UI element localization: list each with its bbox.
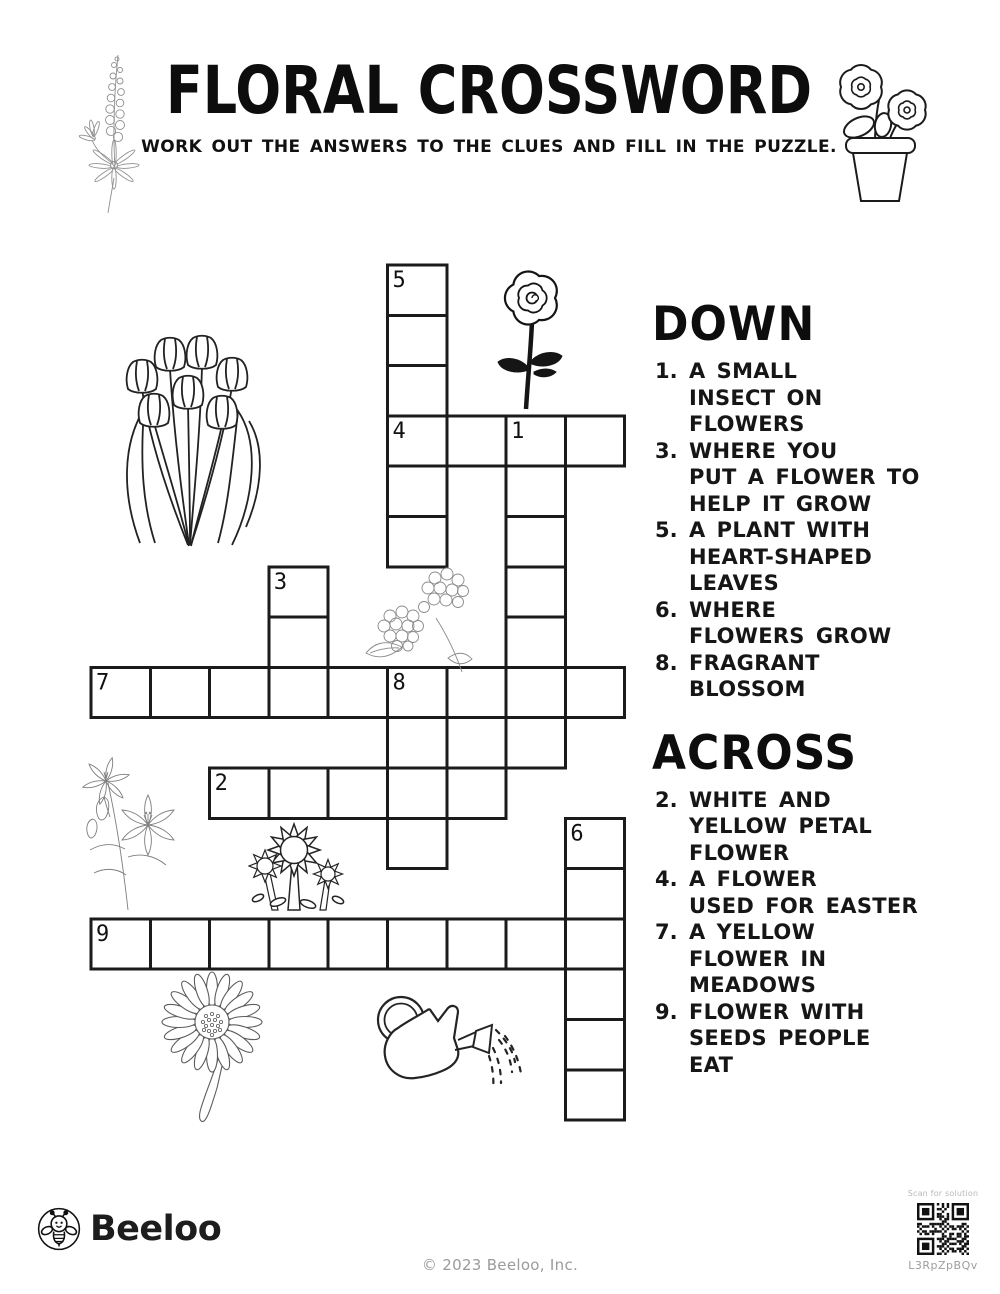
crossword-cell[interactable]: [565, 969, 624, 1019]
crossword-cell[interactable]: [388, 818, 447, 868]
crossword-cell[interactable]: [328, 768, 387, 818]
across-clue-list: [652, 787, 997, 1079]
clue-across-4: 4. A FLOWER USED FOR EASTER: [655, 867, 919, 918]
lily-illustration: [70, 755, 190, 915]
qr-code[interactable]: [917, 1203, 969, 1255]
page-subtitle: WORK OUT THE ANSWERS TO THE CLUES AND FILL IN THE PUZZLE.: [141, 137, 837, 157]
clue-number: 4.: [655, 867, 678, 891]
clue-number-label: 2: [214, 771, 228, 796]
qr-code-text: L3RpZpBQv: [908, 1259, 978, 1272]
crossword-cell[interactable]: [506, 517, 565, 567]
clue-down-5: 5. A PLANT WITH HEART-SHAPED LEAVES: [655, 518, 873, 595]
crossword-cell[interactable]: [565, 416, 624, 466]
crossword-cell[interactable]: [269, 667, 328, 717]
page-title: FLORAL CROSSWORD: [165, 52, 813, 129]
hydrangea-illustration: [360, 558, 500, 678]
crossword-cell[interactable]: [388, 919, 447, 969]
crossword-cell[interactable]: [506, 718, 565, 768]
crossword-cell[interactable]: [565, 869, 624, 919]
clue-number-label: 8: [392, 670, 406, 696]
clue-number: 3.: [655, 438, 678, 463]
clue-number: 1.: [655, 359, 678, 383]
clue-number: 5.: [655, 518, 678, 542]
clue-number: 2.: [655, 787, 678, 812]
clue-down-6: 6. WHERE FLOWERS GROW: [655, 597, 892, 648]
clue-number: 7.: [655, 920, 678, 944]
crossword-cell[interactable]: [269, 768, 328, 818]
crossword-cell[interactable]: [447, 416, 506, 466]
clue-across-9: 9. FLOWER WITH SEEDS PEOPLE EAT: [655, 999, 871, 1077]
clue-number: 9.: [655, 999, 678, 1024]
down-clue-list: [652, 358, 997, 703]
bee-logo-icon: [36, 1206, 82, 1252]
clue-across-2: 2. WHITE AND YELLOW PETAL FLOWER: [655, 787, 873, 865]
crossword-cell[interactable]: [506, 617, 565, 667]
daisy-illustration: [150, 970, 270, 1130]
crossword-cell[interactable]: [210, 667, 269, 717]
clue-number-label: 6: [570, 821, 584, 847]
crossword-cell[interactable]: [150, 667, 209, 717]
watering-can-illustration: [372, 988, 527, 1103]
crossword-cell[interactable]: [565, 1070, 624, 1120]
crossword-cell[interactable]: [565, 667, 624, 717]
crossword-cell[interactable]: [150, 919, 209, 969]
brand-wordmark: Beeloo: [90, 1209, 222, 1249]
crossword-cell[interactable]: [388, 466, 447, 516]
across-heading: ACROSS: [652, 725, 858, 781]
sunflowers-illustration: [248, 818, 350, 913]
crossword-cell[interactable]: [269, 919, 328, 969]
qr-block: [903, 1189, 983, 1272]
copyright-text: © 2023 Beeloo, Inc.: [421, 1256, 579, 1274]
clue-number-label: 4: [392, 418, 406, 444]
clue-number-label: 5: [392, 268, 406, 293]
crossword-cell[interactable]: [506, 919, 565, 969]
clue-number-label: 9: [96, 921, 110, 947]
clue-number-label: 1: [511, 418, 525, 444]
crossword-cell[interactable]: [388, 718, 447, 768]
crossword-cell[interactable]: [388, 768, 447, 818]
clue-number: 6.: [655, 597, 678, 622]
clue-number: 8.: [655, 650, 678, 675]
clue-number-label: 3: [273, 569, 288, 595]
down-heading: DOWN: [652, 296, 816, 352]
crossword-cell[interactable]: [506, 667, 565, 717]
clues-panel: [652, 296, 997, 1078]
clue-number-label: 7: [96, 670, 110, 696]
clue-down-8: 8. FRAGRANT BLOSSOM: [655, 650, 820, 701]
crossword-cell[interactable]: [388, 366, 447, 416]
tulip-bouquet-illustration: [110, 325, 270, 560]
crossword-cell[interactable]: [565, 919, 624, 969]
crossword-cell[interactable]: [447, 768, 506, 818]
crossword-cell[interactable]: [506, 567, 565, 617]
rose-illustration: [486, 262, 581, 412]
crossword-cell[interactable]: [506, 466, 565, 516]
crossword-cell[interactable]: [328, 919, 387, 969]
crossword-cell[interactable]: [447, 919, 506, 969]
clue-down-3: 3. WHERE YOU PUT A FLOWER TO HELP IT GROW: [655, 438, 920, 516]
qr-caption: Scan for solution: [907, 1189, 979, 1198]
crossword-cell[interactable]: [565, 1020, 624, 1070]
clue-down-1: 1. A SMALL INSECT ON FLOWERS: [655, 359, 823, 436]
clue-across-7: 7. A YELLOW FLOWER IN MEADOWS: [655, 920, 827, 997]
crossword-cell[interactable]: [210, 919, 269, 969]
crossword-cell[interactable]: [388, 315, 447, 365]
crossword-cell[interactable]: [269, 617, 328, 667]
